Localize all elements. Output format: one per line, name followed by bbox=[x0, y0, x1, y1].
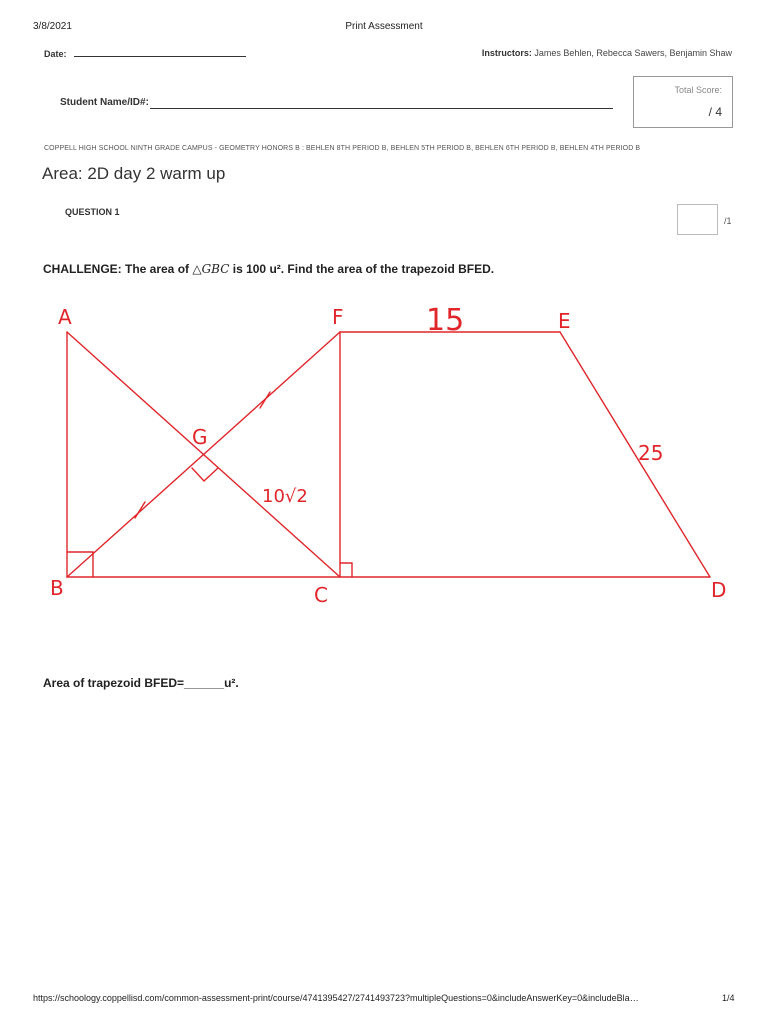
answer-prompt: Area of trapezoid BFED=______u². bbox=[43, 676, 239, 690]
right-angle-c bbox=[340, 563, 352, 577]
right-angle-g bbox=[192, 468, 218, 481]
label-f: F bbox=[332, 305, 344, 329]
instructors-names: James Behlen, Rebecca Sawers, Benjamin Shaw bbox=[534, 48, 732, 58]
instructors-label: Instructors: bbox=[481, 48, 532, 58]
segment-ed bbox=[560, 332, 710, 577]
label-c: C bbox=[314, 583, 328, 607]
geometry-diagram bbox=[30, 290, 750, 610]
label-right-length: 25 bbox=[638, 441, 664, 465]
prompt-text-end: is 100 u². Find the area of the trapezoid BFED. bbox=[229, 262, 495, 276]
prompt-math-triangle: △GBC bbox=[192, 262, 230, 276]
total-score-box bbox=[633, 76, 733, 128]
student-name-blank-line bbox=[150, 108, 613, 109]
question-points: /1 bbox=[724, 216, 732, 226]
total-score-label: Total Score: bbox=[674, 85, 722, 95]
date-label: Date: bbox=[44, 49, 67, 59]
question-label: QUESTION 1 bbox=[65, 207, 120, 217]
total-score-value: / 4 bbox=[708, 105, 722, 119]
label-d: D bbox=[711, 578, 727, 602]
label-a: A bbox=[58, 305, 72, 329]
assessment-title: Area: 2D day 2 warm up bbox=[42, 164, 226, 183]
course-info: COPPELL HIGH SCHOOL NINTH GRADE CAMPUS - GEOMETRY HONORS B : BEHLEN 8TH PERIOD B, BEHLEN 5TH PERIOD B, BEHLEN 6TH PERIOD B, BEHLEN 4TH PERIOD B bbox=[44, 145, 641, 152]
prompt-text-start: CHALLENGE: The area of bbox=[43, 262, 193, 276]
student-name-label: Student Name/ID#: bbox=[60, 97, 149, 108]
tick-mark-bg bbox=[135, 502, 145, 518]
label-top-length: 15 bbox=[426, 303, 465, 338]
tick-mark-gf bbox=[260, 392, 270, 408]
label-b: B bbox=[50, 576, 64, 600]
label-g: G bbox=[192, 425, 208, 449]
footer-url: https://schoology.coppellisd.com/common-assessment-print/course/4741395427/2741493723?multipleQuestions=0&includeAnswerKey=0&includeBla… bbox=[33, 993, 639, 1003]
label-e: E bbox=[558, 309, 571, 333]
footer-page-number: 1/4 bbox=[722, 993, 735, 1003]
date-blank-line bbox=[74, 56, 246, 57]
print-date: 3/8/2021 bbox=[33, 21, 72, 32]
print-header-title: Print Assessment bbox=[345, 21, 423, 32]
label-gc-length: 10√2 bbox=[262, 486, 308, 507]
instructors bbox=[482, 48, 732, 58]
question-prompt bbox=[43, 262, 494, 276]
question-score-box bbox=[677, 204, 718, 235]
